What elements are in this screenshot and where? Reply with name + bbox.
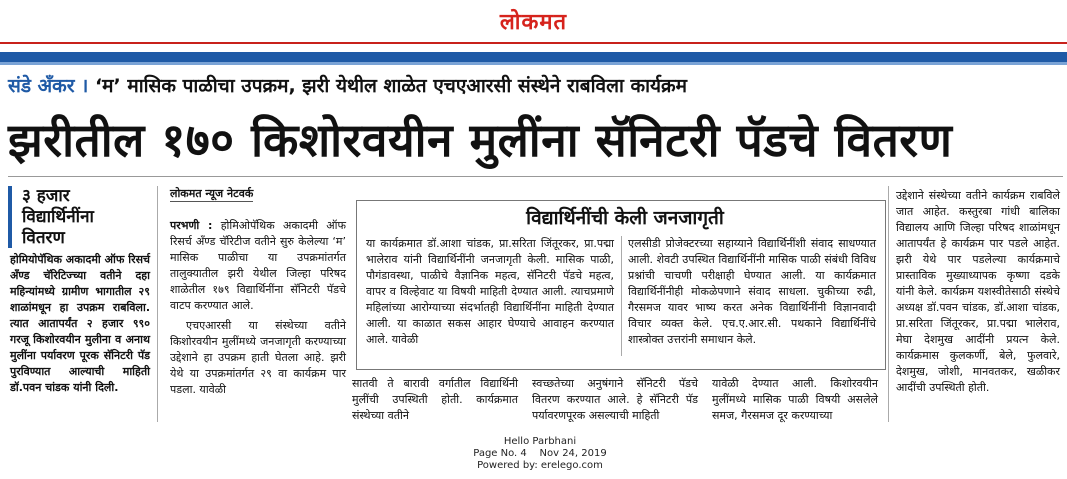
masthead <box>0 0 1067 36</box>
article-column-3: स्वच्छतेच्या अनुषंगाने सॅनिटरी पॅडचे वितरण करण्यात आले. हे सॅनिटरी पॅड पर्यावरणपूरक असल्याची माहिती <box>532 377 698 422</box>
section-band <box>0 52 1067 62</box>
byline: लोकमत न्यूज नेटवर्क <box>170 187 254 200</box>
dateline: परभणी : <box>170 219 213 232</box>
article-column-5: उद्देशाने संस्थेच्या वतीने कार्यक्रम राबविले जात आहेत. कस्तुरबा गांधी बालिका विद्यालय आणि जिल्हा परिषद शाळांमधून आतापर्यंत हे कार्यक्रम पार पडले आहेत. झरी येथे पार पडलेल्या कार्यक्रमाचे प्रास्ताविक मुख्याध्यापक कृष्णा दडके यांनी केले. कार्यक्रम यशस्वीतेसाठी संस्थेचे अध्यक्ष डॉ.पवन चांडक, डॉ.आशा चांडक, प्रा.सरिता जिंतूरकर, प्रा.पद्मा भालेराव, मेघा देशमुख आदींनी प्रयत्न केले. कार्यक्रमास कुलकर्णी, बेले, फुलवारे, देशमुख, जोशी, मानवतकर, खळीकर आदींची उपस्थिती होती. <box>896 189 1060 394</box>
box-column-2: एलसीडी प्रोजेक्टरच्या सहाय्याने विद्यार्थिनींशी संवाद साधण्यात आली. शेवटी उपस्थित विद्यार्थिनींनी मासिक पाळी संबंधी विविध प्रश्नांची चाचणी परीक्षाही घेण्यात आली. या कार्यक्रमात विद्यार्थिनींनीही मोकळेपणाने संवाद साधला. चुकीच्या रुढी, गैरसमज यावर भाष्य करत अनेक विद्यार्थिनींनी विज्ञानवादी विचार व्यक्त केले. एच.ए.आर.सी. पथकाने विद्यार्थिनींचे शास्त्रोक्त उत्तरांनी समाधान केले. <box>628 237 876 346</box>
article-column-1 <box>170 218 346 398</box>
box-column-1: या कार्यक्रमात डॉ.आशा चांडक, प्रा.सरिता जिंतूरकर, प्रा.पद्मा भालेराव यांनी विद्यार्थिनींनी जनजागृती केली. मासिक पाळी, पौगंडावस्था, पाळीचे वैज्ञानिक महत्व, सॅनिटरी पॅडचे महत्व, वापर व विल्हेवाट या विषयी माहिती देण्यात आली. त्याचप्रमाणे महिलांच्या आरोग्याच्या संदर्भातही विद्यार्थिनींना माहिती देण्यात आली. या काळात सकस आहार घेण्याचे आवाहन करण्यात आले. यावेळी <box>366 237 614 346</box>
masthead-logo: लोकमत <box>499 10 568 35</box>
paragraph: परभणी : होमिओपॅथिक अकादमी ऑफ रिसर्च अँण्ड चॅरिटीज वतीने सुरु केलेल्या ‘म’ मासिक पाळीचा या उपक्रमांतर्गत तालुक्यातील झरी येथील जिल्हा परिषद शाळेतील १७९ विद्यार्थिनींना सॅनिटरी पॅडचे वाटप करण्यात आले. <box>170 219 347 312</box>
section-band-underline <box>0 62 1067 65</box>
sidebar-heading: ३ हजार विद्यार्थिनींना वितरण <box>22 186 94 248</box>
footer-powered-by: Powered by: erelego.com <box>477 460 603 471</box>
box-column-divider <box>621 236 622 356</box>
masthead-rule <box>0 42 1067 44</box>
headline-divider <box>8 176 1063 177</box>
footer-page-date: Page No. 4 Nov 24, 2019 <box>473 448 607 459</box>
article-column-4: यावेळी देण्यात आली. किशोरवयीन मुलींमध्ये मासिक पाळी विषयी असलेले समज, गैरसमज दूर करण्याच्या <box>712 377 878 422</box>
headline: झरीतील १७० किशोरवयीन मुलींना सॅनिटरी पॅडचे वितरण <box>8 113 953 167</box>
paragraph: एचएआरसी या संस्थेच्या वतीने किशोरवयीन मुलींमध्ये जनजागृती करण्याच्या उद्देशाने हा उपक्रम हाती घेतला आहे. झरी येथे या उपक्रमांतर्गत २९ वा कार्यक्रम पार पडला. यावेळी <box>170 319 346 396</box>
kicker <box>8 72 687 98</box>
sidebar-body: होमियोपॅथिक अकादमी ऑफ रिसर्च अँण्ड चॅरिटिज्च्या वतीने दहा महिन्यांमध्ये ग्रामीण भागातील २९ शाळांमधून हा उपक्रम राबविला. त्यात आतापर्यंत २ हजार ९९० गरजू किशोरवयीन मुलीना व अनाथ मुलींना पर्यावरण पूरक सॅनिटरी पॅड पुरविण्यात आल्याची माहिती डॉ.पवन चांडक यांनी दिली. <box>10 253 150 394</box>
footer-edition: Hello Parbhani <box>503 436 577 447</box>
box-heading: विद्यार्थिनींची केली जनजागृती <box>526 207 724 229</box>
column-divider <box>888 186 889 422</box>
column-divider <box>157 186 158 422</box>
page-footer <box>440 436 640 472</box>
sidebar-accent-bar <box>8 186 12 248</box>
kicker-tag: संडे अँकर । <box>8 75 89 97</box>
kicker-text: ‘म’ मासिक पाळीचा उपक्रम, झरी येथील शाळेत एचएआरसी संस्थेने राबविला कार्यक्रम <box>88 75 687 97</box>
article-column-2: सातवी ते बारावी वर्गातील विद्यार्थिनी मुलींची उपस्थिती होती. कार्यक्रमात संस्थेच्या वतीने <box>352 377 518 422</box>
